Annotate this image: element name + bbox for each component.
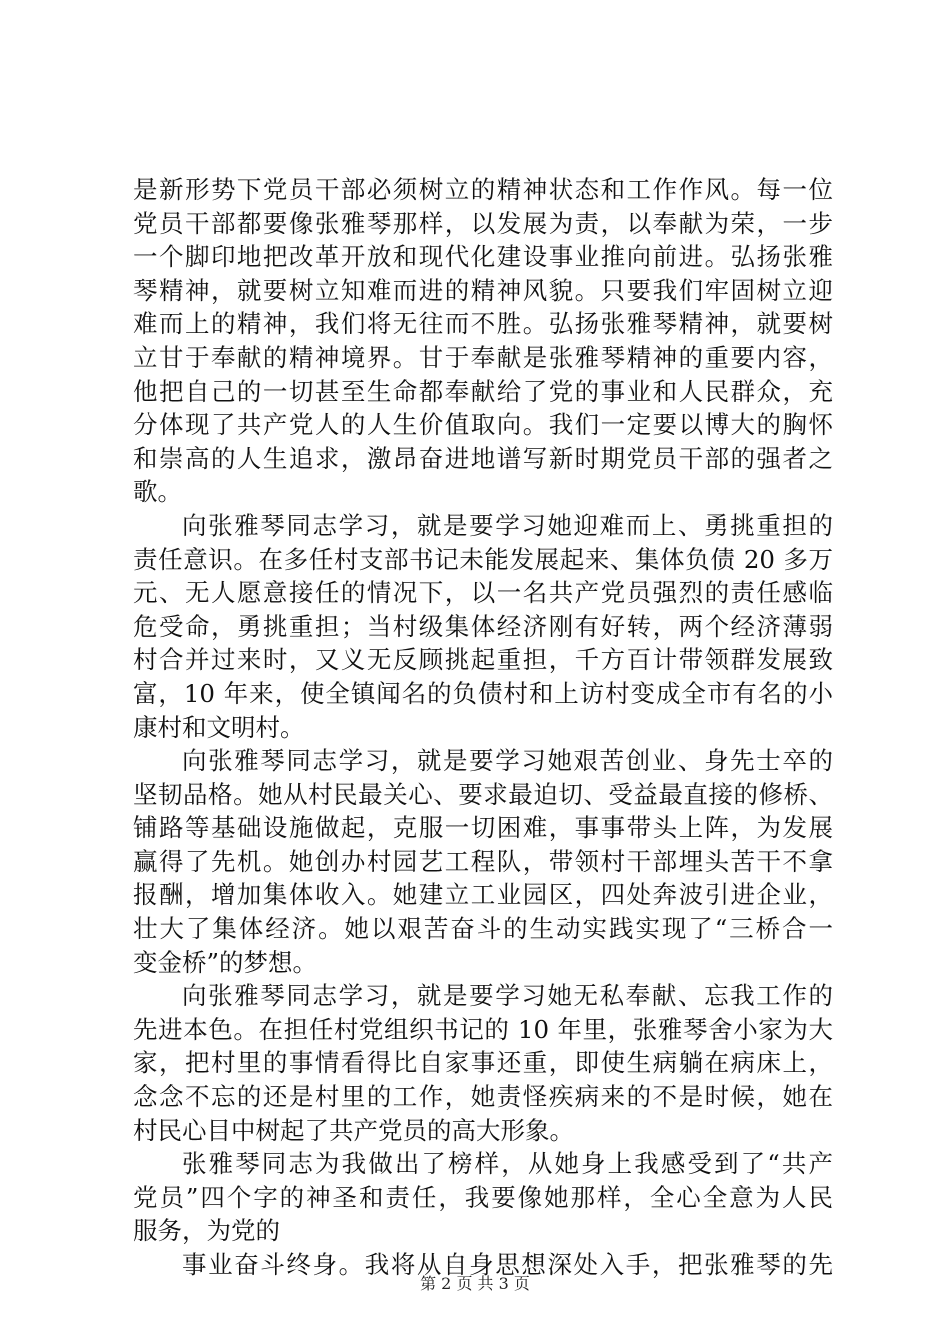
text-line: 变金桥”的梦想。 <box>133 947 318 977</box>
text-line: 是新形势下党员干部必须树立的精神状态和工作作风。每一位 <box>133 175 833 204</box>
text-line: 服务，为党的 <box>133 1216 280 1246</box>
text-line: 党员”四个字的神圣和责任，我要像她那样，全心全意为人民 <box>133 1182 833 1212</box>
text-line: 富，10 年来，使全镇闻名的负债村和上访村变成全市有名的小 <box>133 678 833 708</box>
text-line: 危受命，勇挑重担；当村级集体经济刚有好转，两个经济薄弱 <box>133 611 833 641</box>
text-line: 先进本色。在担任村党组织书记的 10 年里，张雅琴舍小家为大 <box>133 1014 833 1044</box>
text-line: 难而上的精神，我们将无往而不胜。弘扬张雅琴精神，就要树 <box>133 309 833 339</box>
text-line: 村民心目中树起了共产党员的高大形象。 <box>133 1115 574 1145</box>
text-line: 分体现了共产党人的人生价值取向。我们一定要以博大的胸怀 <box>133 410 833 440</box>
text-line: 责任意识。在多任村支部书记未能发展起来、集体负债 20 多万 <box>133 544 833 574</box>
text-line: 张雅琴同志为我做出了榜样，从她身上我感受到了“共产 <box>182 1149 833 1179</box>
text-line: 赢得了先机。她创办村园艺工程队，带领村干部埋头苦干不拿 <box>133 846 833 876</box>
text-line: 村合并过来时，又义无反顾挑起重担，千方百计带领群发展致 <box>133 645 833 675</box>
text-line: 向张雅琴同志学习，就是要学习她迎难而上、勇挑重担的 <box>182 510 833 540</box>
text-line: 坚韧品格。她从村民最关心、要求最迫切、受益最直接的修桥、 <box>133 779 833 809</box>
text-line: 家，把村里的事情看得比自家事还重，即使生病躺在病床上， <box>133 1048 833 1078</box>
text-line: 康村和文明村。 <box>133 712 305 742</box>
page-footer: 第 2 页 共 3 页 <box>420 1274 530 1293</box>
text-line: 向张雅琴同志学习，就是要学习她无私奉献、忘我工作的 <box>182 981 833 1011</box>
text-line: 念念不忘的还是村里的工作，她责怪疾病来的不是时候，她在 <box>133 1082 833 1112</box>
document-body <box>133 173 833 1282</box>
text-line: 事业奋斗终身。我将从自身思想深处入手，把张雅琴的先 <box>182 1250 833 1279</box>
text-line: 党员干部都要像张雅琴那样，以发展为责，以奉献为荣，一步 <box>133 208 833 238</box>
text-line: 报酬，增加集体收入。她建立工业园区，四处奔波引进企业， <box>133 880 833 910</box>
text-line: 元、无人愿意接任的情况下，以一名共产党员强烈的责任感临 <box>133 578 833 608</box>
text-line: 琴精神，就要树立知难而进的精神风貌。只要我们牢固树立迎 <box>133 275 833 305</box>
text-line: 歌。 <box>133 477 182 507</box>
text-line: 他把自己的一切甚至生命都奉献给了党的事业和人民群众，充 <box>133 376 833 406</box>
text-line: 立甘于奉献的精神境界。甘于奉献是张雅琴精神的重要内容， <box>133 342 833 372</box>
text-line: 向张雅琴同志学习，就是要学习她艰苦创业、身先士卒的 <box>182 746 833 776</box>
text-line: 壮大了集体经济。她以艰苦奋斗的生动实践实现了“三桥合一 <box>133 914 833 944</box>
text-line: 铺路等基础设施做起，克服一切困难，事事带头上阵，为发展 <box>133 813 833 843</box>
text-line: 一个脚印地把改革开放和现代化建设事业推向前进。弘扬张雅 <box>133 242 833 272</box>
text-line: 和崇高的人生追求，激昂奋进地谱写新时期党员干部的强者之 <box>133 443 833 473</box>
